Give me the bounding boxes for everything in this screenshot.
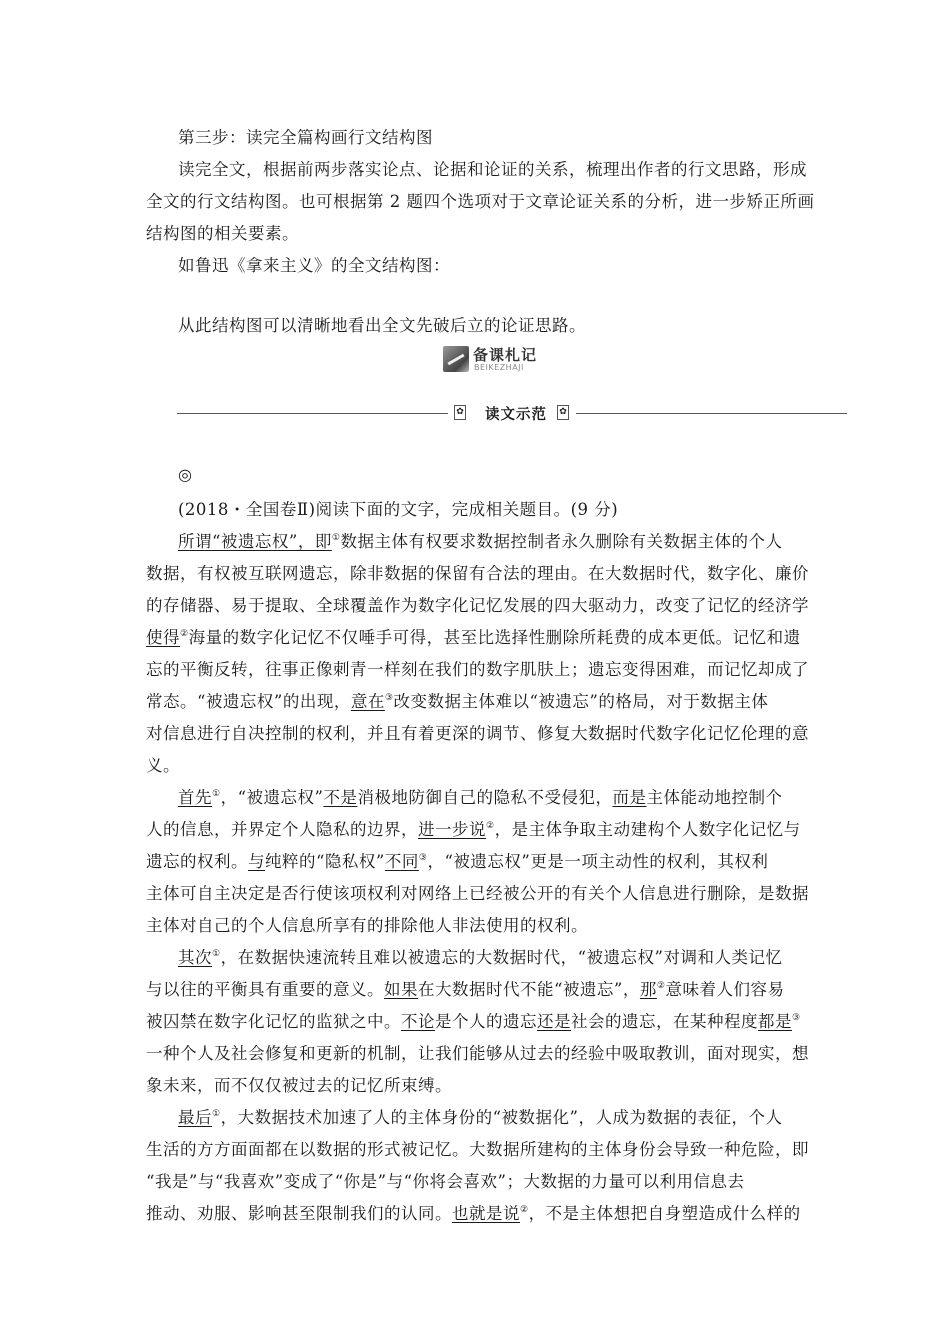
p2-line-5: 主体对自己的个人信息所享有的排除他人非法使用的权利。 (146, 916, 588, 935)
p1-line-2: 数据，有权被互联网遗忘，除非数据的保留有合法的理由。在大数据时代，数字化、廉价 (146, 564, 809, 583)
section-title: 读文示范 (485, 407, 547, 423)
notebook-icon (443, 346, 469, 372)
p1-line-1: 所谓“被遗忘权”，即①数据主体有权要求数据控制者永久删除有关数据主体的个人 (178, 532, 783, 551)
p1-line-8: 义。 (146, 756, 180, 775)
intro-line-1: 读完全文，根据前两步落实论点、论据和论证的关系，梳理出作者的行文思路，形成 (178, 160, 807, 179)
step-title: 第三步：读完全篇构画行文结构图 (178, 128, 433, 147)
p2-line-2: 人的信息，并界定个人隐私的边界，进一步说②，是主体争取主动建构个人数字化记忆与 (146, 820, 801, 839)
badge-subtitle: BEIKEZHAJI (474, 363, 524, 372)
example-line: 如鲁迅《拿来主义》的全文结构图： (178, 256, 450, 275)
intro-line-3: 结构图的相关要素。 (146, 224, 299, 243)
p2-line-1: 首先①，“被遗忘权”不是消极地防御自己的隐私不受侵犯，而是主体能动地控制个 (178, 788, 783, 807)
p3-line-4: 一种个人及社会修复和更新的机制，让我们能够从过去的经验中吸取教训，面对现实，想 (146, 1044, 809, 1063)
p4-line-4: 推动、劝服、影响甚至限制我们的认同。也就是说②，不是主体想把自身塑造成什么样的 (146, 1204, 801, 1223)
beikezhaji-badge (443, 344, 543, 376)
p1-line-7: 对信息进行自决控制的权利，并且有着更深的调节、修复大数据时代数字化记忆伦理的意 (146, 724, 809, 743)
bullseye-symbol: ◎ (178, 465, 192, 484)
p3-line-5: 象未来，而不仅仅被过去的记忆所束缚。 (146, 1076, 452, 1095)
p3-line-1: 其次①，在数据快速流转且难以被遗忘的大数据时代，“被遗忘权”对调和人类记忆 (178, 948, 783, 967)
p1-line-6: 常态。“被遗忘权”的出现，意在③改变数据主体难以“被遗忘”的格局，对于数据主体 (146, 692, 769, 711)
p2-line-4: 主体可自主决定是否行使该项权利对网络上已经被公开的有关个人信息进行删除，是数据 (146, 884, 809, 903)
p1-line-3: 的存储器、易于提取、全球覆盖作为数字化记忆发展的四大驱动力，改变了记忆的经济学 (146, 596, 809, 615)
conclusion-line: 从此结构图可以清晰地看出全文先破后立的论证思路。 (178, 316, 586, 335)
p4-line-1: 最后①，大数据技术加速了人的主体身份的“被数据化”，人成为数据的表征，个人 (178, 1108, 783, 1127)
p3-line-3: 被囚禁在数字化记忆的监狱之中。不论是个人的遗忘还是社会的遗忘，在某种程度都是③ (146, 1012, 801, 1031)
p4-line-2: 生活的方方面面都在以数据的形式被记忆。大数据所建构的主体身份会导致一种危险，即 (146, 1140, 809, 1159)
p1-line-4: 使得②海量的数字化记忆不仅唾手可得，甚至比选择性删除所耗费的成本更低。记忆和遗 (146, 628, 801, 647)
p1-line-5: 忘的平衡反转，往事正像刺青一样刻在我们的数字肌肤上；遗忘变得困难，而记忆却成了 (146, 660, 809, 679)
section-divider-right (576, 413, 847, 414)
flower-icon: ✿ (557, 405, 569, 420)
question-header: (2018・全国卷Ⅱ)阅读下面的文字，完成相关题目。(9 分) (178, 500, 619, 519)
badge-title: 备课札记 (473, 346, 538, 364)
flower-icon: ✿ (454, 405, 466, 420)
intro-line-2: 全文的行文结构图。也可根据第 2 题四个选项对于文章论证关系的分析，进一步矫正所画 (146, 192, 815, 211)
p3-line-2: 与以往的平衡具有重要的意义。如果在大数据时代不能“被遗忘”，那②意味着人们容易 (146, 980, 785, 999)
p2-line-3: 遗忘的权利。与纯粹的“隐私权”不同③，“被遗忘权”更是一项主动性的权利，其权利 (146, 852, 769, 871)
section-divider-left (177, 413, 448, 414)
p4-line-3: “我是”与“我喜欢”变成了“你是”与“你将会喜欢”；大数据的力量可以利用信息去 (146, 1172, 745, 1191)
